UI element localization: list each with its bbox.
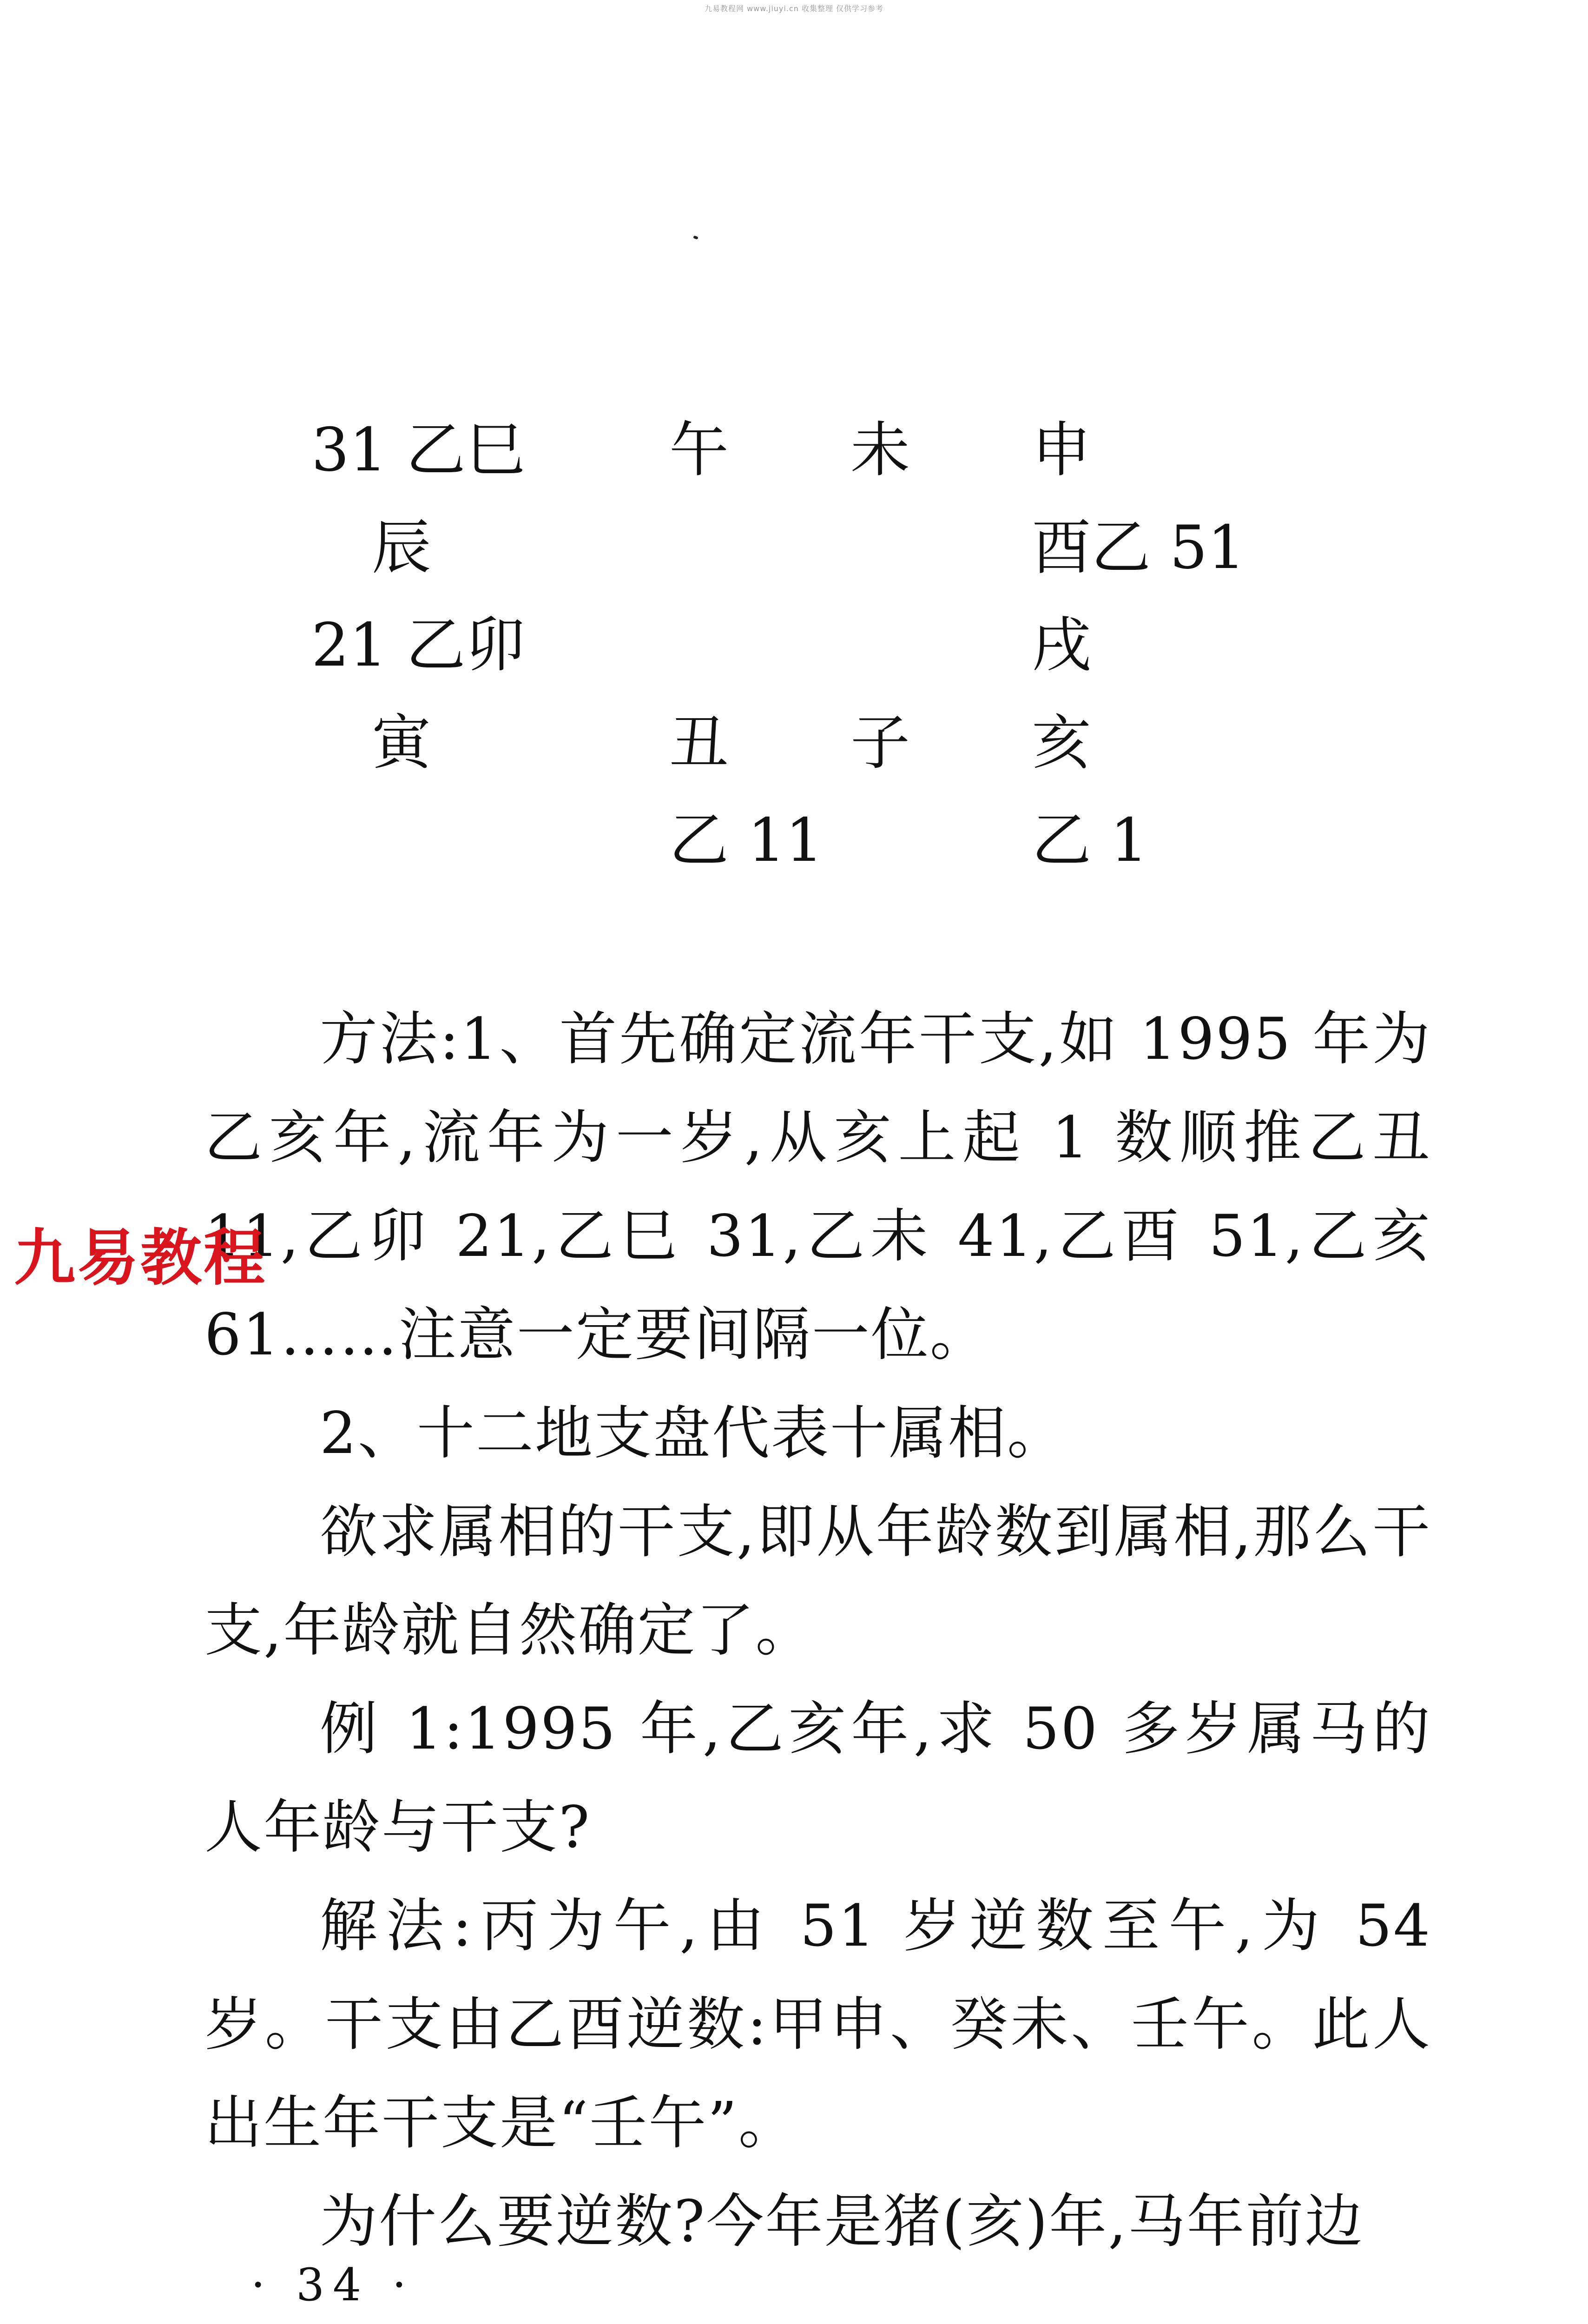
chart-cell-si: 31 乙巳 (311, 416, 525, 485)
body-text (204, 990, 1431, 2271)
chart-cell-zi: 子 (850, 708, 910, 778)
chart-cell-chen: 辰 (372, 513, 432, 582)
paragraph-solution: 解法:丙为午,由 51 岁逆数至午,为 54 岁。干支由乙酉逆数:甲申、癸未、壬午。此人出生年干支是“壬午”。 (204, 1893, 1431, 2157)
paragraph-why-reverse: 为什么要逆数?今年是猪(亥)年,马年前边 (320, 2188, 1364, 2255)
chart-cell-shen: 申 (1032, 416, 1092, 485)
page-number: · 34 · (251, 2259, 415, 2311)
paragraph-method: 方法:1、首先确定流年干支,如 1995 年为乙亥年,流年为一岁,从亥上起 1 数顺推乙丑 11,乙卯 21,乙巳 31,乙未 41,乙酉 51,乙亥 61……注意一定要间隔一位。 (204, 1006, 1431, 1368)
chart-cell-yin: 寅 (372, 708, 432, 778)
chart-cell-hai: 亥 (1032, 708, 1092, 778)
chart-cell-wei: 未 (850, 416, 910, 485)
paragraph-example-1: 例 1:1995 年,乙亥年,求 50 多岁属马的人年龄与干支? (204, 1696, 1431, 1861)
chart-cell-wu: 午 (669, 416, 729, 485)
paragraph-explanation: 欲求属相的干支,即从年龄数到属相,那么干支,年龄就自然确定了。 (204, 1499, 1431, 1664)
header-strip: 九易教程网 www.jiuyi.cn 收集整理 仅供学习参考 (704, 4, 884, 13)
chart-cell-xu: 戌 (1032, 611, 1092, 680)
paragraph-branch-chart: 2、十二地支盘代表十属相。 (320, 1400, 1066, 1467)
chart-cell-chou: 丑 (669, 708, 729, 778)
chart-cell-yi1: 乙 1 (1032, 806, 1148, 875)
scan-speck (693, 235, 698, 239)
chart-cell-you: 酉乙 51 (1032, 513, 1245, 582)
watermark-logo: 九易教程 (14, 1222, 267, 1294)
chart-cell-mao: 21 乙卯 (311, 611, 525, 680)
chart-cell-yi11: 乙 11 (669, 806, 824, 875)
